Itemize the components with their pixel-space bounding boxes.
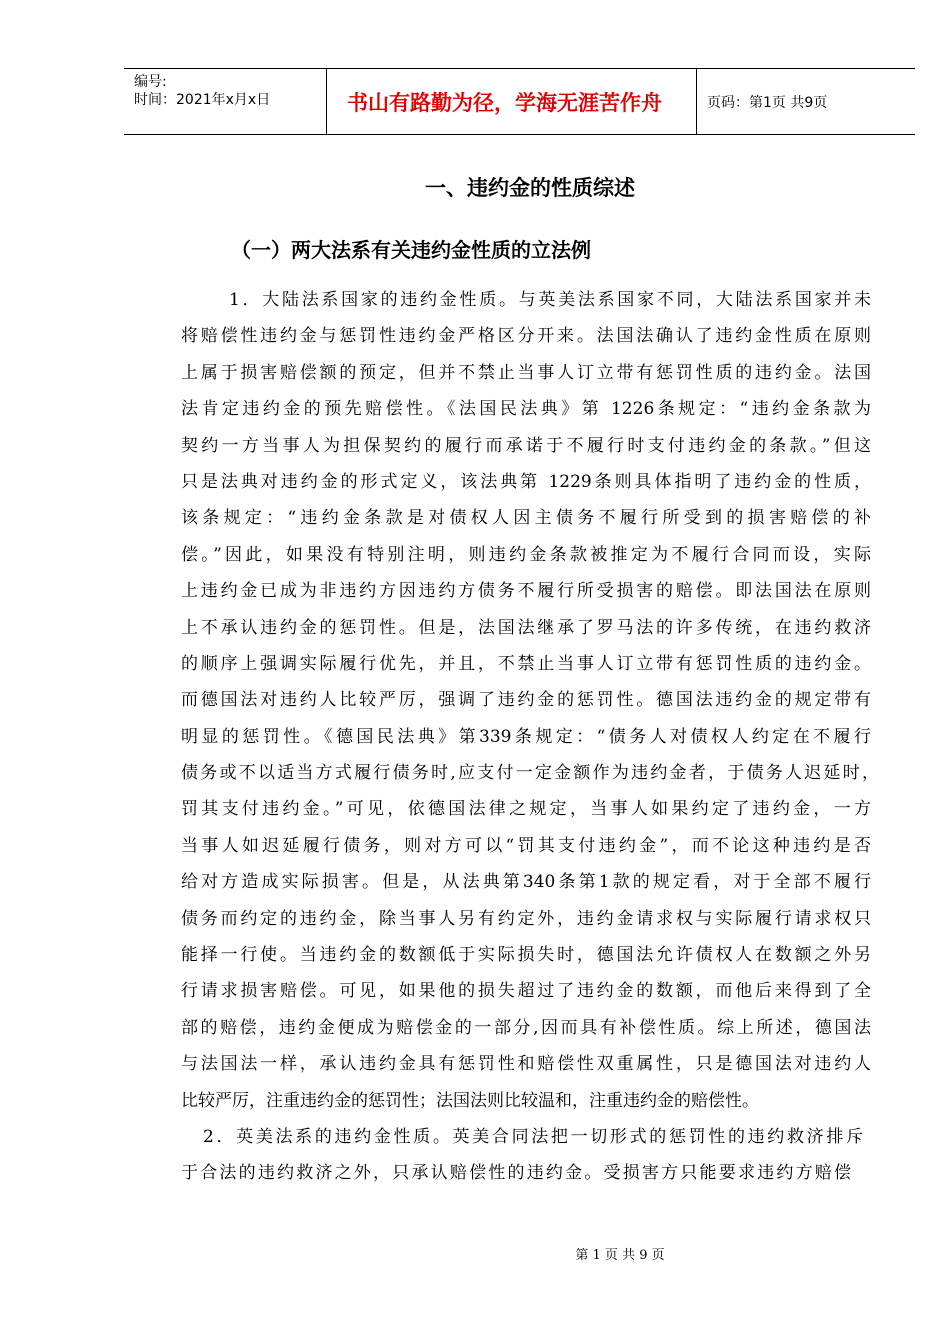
paragraph-line: 给对方造成实际损害。但是，从法典第340条第1款的规定看，对于全部不履行 [181, 872, 871, 893]
paragraph-line: 上违约金已成为非违约方因违约方债务不履行所受损害的赔偿。即法国法在原则 [181, 581, 871, 602]
page-footer: 第 1 页 共 9 页 [575, 1248, 665, 1263]
header-page-label: 页码：第1页 共9页 [707, 94, 828, 111]
header-table [124, 68, 915, 135]
document-time-label: 时间：2021年x月x日 [134, 92, 271, 108]
paragraph-line: 债务或不以适当方式履行债务时,应支付一定金额作为违约金者，于债务人迟延时， [181, 763, 879, 784]
paragraph-line: 罚其支付违约金。”可见，依德国法律之规定，当事人如果约定了违约金，一方 [181, 799, 871, 820]
paragraph-line: 1．大陆法系国家的违约金性质。与英美法系国家不同，大陆法系国家并未 [229, 290, 871, 310]
header-meta-cell [124, 69, 327, 134]
paragraph-line: 将赔偿性违约金与惩罚性违约金严格区分开来。法国法确认了违约金性质在原则 [181, 326, 871, 347]
paragraph-line: 能择一行使。当违约金的数额低于实际损失时，德国法允许债权人在数额之外另 [181, 945, 871, 966]
paragraph-line: 的顺序上强调实际履行优先，并且，不禁止当事人订立带有惩罚性质的违约金。 [181, 653, 871, 674]
body-text [181, 282, 879, 1192]
paragraph-line: 当事人如迟延履行债务，则对方可以“罚其支付违约金”，而不论这种违约是否 [181, 835, 871, 856]
paragraph-line: 比较严厉，注重违约金的惩罚性；法国法则比较温和，注重违约金的赔偿性。 [181, 1090, 759, 1111]
paragraph-line: 上属于损害赔偿额的预定，但并不禁止当事人订立带有惩罚性质的违约金。法国 [181, 362, 871, 383]
header-motto: 书山有路勤为径，学海无涯苦作舟 [347, 90, 662, 115]
paragraph-line: 法肯定违约金的预先赔偿性。《法国民法典》第 1226条规定：“违约金条款为 [181, 399, 871, 420]
header-page-cell [697, 69, 915, 134]
paragraph-line: 该条规定：“违约金条款是对债权人因主债务不履行所受到的损害赔偿的补 [181, 508, 871, 529]
section-title: 一、违约金的性质综述 [425, 176, 635, 200]
header-motto-cell [327, 69, 697, 134]
subsection-title: （一）两大法系有关违约金性质的立法例 [231, 238, 591, 262]
paragraph-line: 上不承认违约金的惩罚性。但是，法国法继承了罗马法的许多传统，在违约救济 [181, 617, 871, 638]
paragraph-line: 与法国法一样，承认违约金具有惩罚性和赔偿性双重属性，只是德国法对违约人 [181, 1054, 871, 1075]
paragraph-line: 契约一方当事人为担保契约的履行而承诺于不履行时支付违约金的条款。”但这 [181, 435, 871, 456]
paragraph-line: 而德国法对违约人比较严厉，强调了违约金的惩罚性。德国法违约金的规定带有 [181, 690, 871, 711]
document-number-label: 编号: [134, 74, 167, 90]
paragraph-line: 只是法典对违约金的形式定义，该法典第 1229条则具体指明了违约金的性质， [181, 471, 871, 492]
paragraph-line: 明显的惩罚性。《德国民法典》第339条规定：“债务人对债权人约定在不履行 [181, 726, 871, 747]
paragraph-line: 部的赔偿，违约金便成为赔偿金的一部分,因而具有补偿性质。综上所述，德国法 [181, 1017, 871, 1038]
paragraph-line: 2．英美法系的违约金性质。英美合同法把一切形式的惩罚性的违约救济排斥 [203, 1126, 863, 1147]
paragraph-line: 于合法的违约救济之外，只承认赔偿性的违约金。受损害方只能要求违约方赔偿 [181, 1163, 851, 1184]
paragraph-line: 偿。”因此，如果没有特别注明，则违约金条款被推定为不履行合同而设，实际 [181, 544, 871, 565]
paragraph-line: 行请求损害赔偿。可见，如果他的损失超过了违约金的数额，而他后来得到了全 [181, 981, 871, 1002]
paragraph-line: 债务而约定的违约金，除当事人另有约定外，违约金请求权与实际履行请求权只 [181, 908, 871, 929]
